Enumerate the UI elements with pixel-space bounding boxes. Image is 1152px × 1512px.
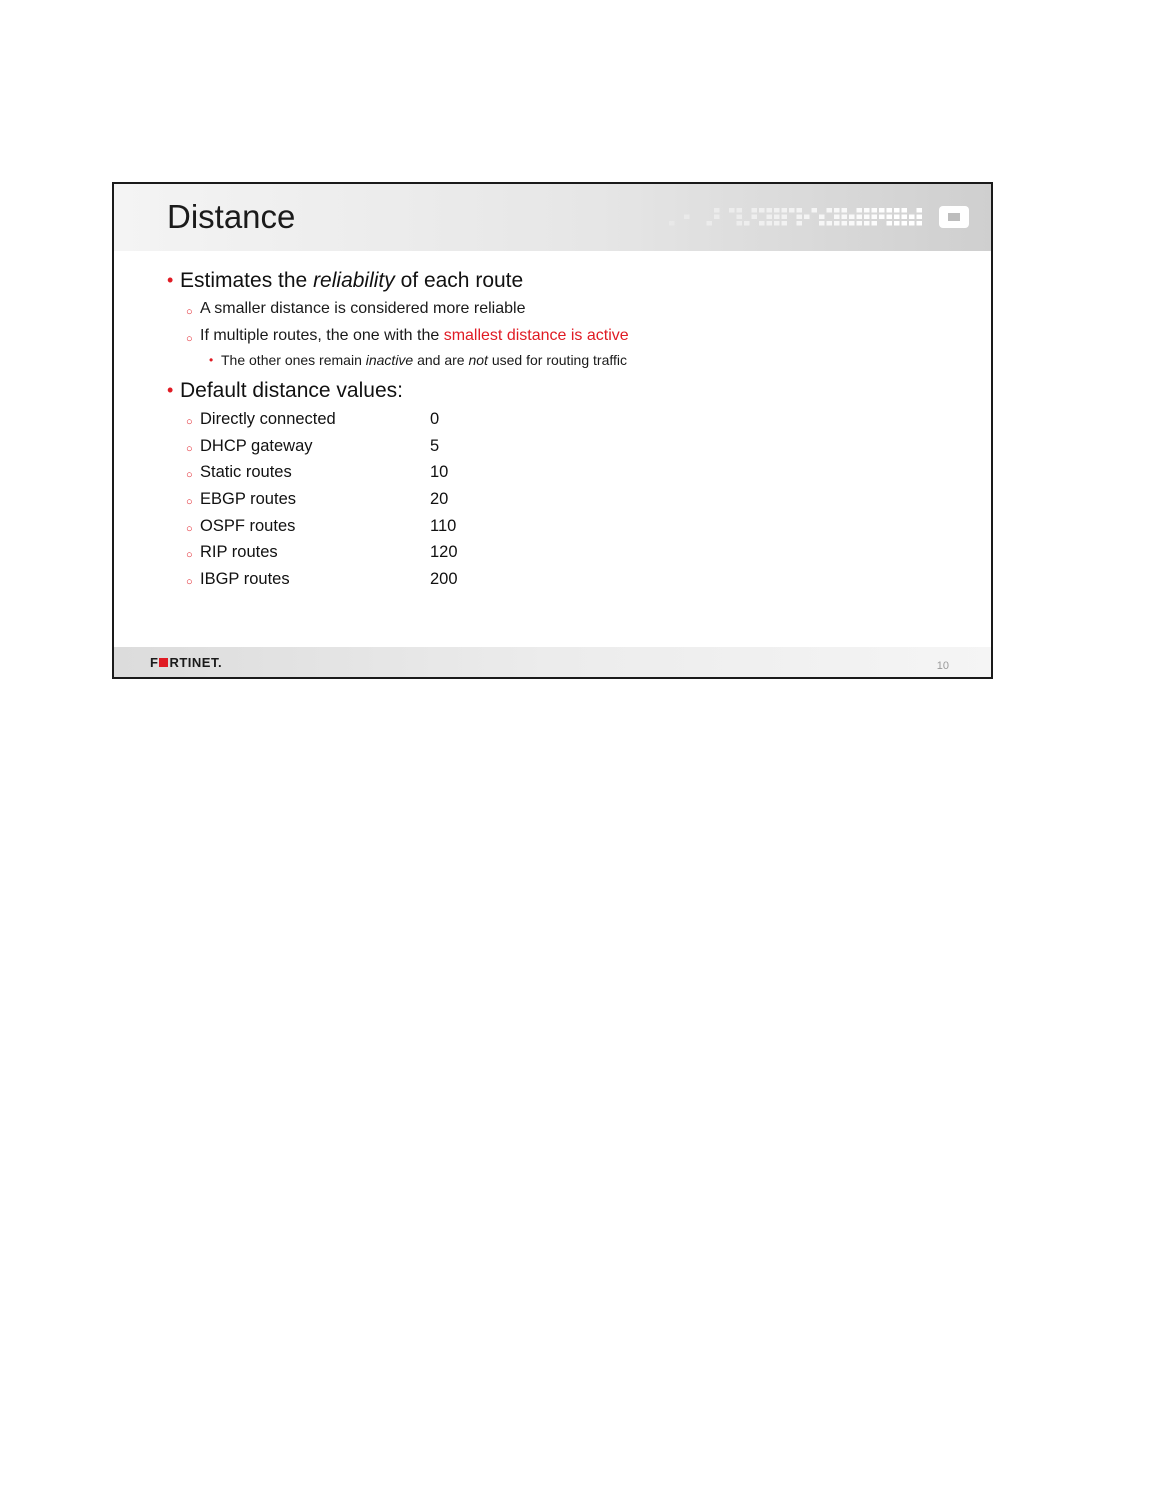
list-item: ○ DHCP gateway 5 — [167, 435, 971, 462]
circle-bullet-icon: ○ — [186, 469, 193, 482]
list-item: ○ RIP routes 120 — [167, 541, 971, 568]
slide-title: Distance — [167, 198, 296, 235]
list-item: ○ EBGP routes 20 — [167, 488, 971, 515]
circle-bullet-icon: ○ — [186, 442, 193, 455]
sub-sub-bullet-inactive: • The other ones remain inactive and are not used for routing traffic — [209, 352, 627, 368]
page-number: 10 — [936, 660, 949, 672]
bullet-estimates: • Estimates the reliability of each route — [167, 269, 524, 292]
bullet-icon: • — [209, 353, 214, 367]
emphasis-reliability: reliability — [313, 269, 395, 292]
circle-bullet-icon: ○ — [186, 306, 193, 318]
sub-bullet-multiple-routes: ○ If multiple routes, the one with the smallest distance is active — [167, 326, 971, 346]
circle-bullet-icon: ○ — [186, 576, 193, 589]
circle-bullet-icon: ○ — [186, 416, 193, 428]
slide — [112, 182, 993, 679]
slide-footer — [114, 647, 991, 677]
list-item: ○ Static routes 10 — [167, 461, 971, 488]
highlight-smallest-distance: smallest distance is active — [443, 327, 629, 344]
bullet-icon: • — [167, 270, 174, 290]
fortinet-logo: F RTINET. — [150, 655, 223, 670]
circle-bullet-icon: ○ — [186, 496, 193, 509]
list-item: ○ Directly connected 0 — [167, 408, 971, 435]
circle-bullet-icon: ○ — [186, 333, 193, 345]
logo-square-icon — [159, 658, 168, 667]
circle-bullet-icon: ○ — [186, 522, 193, 535]
list-item: ○ OSPF routes 110 — [167, 515, 971, 542]
fortinet-tile-icon — [939, 206, 969, 228]
bullet-default-distance: • Default distance values: — [167, 379, 403, 402]
circle-bullet-icon: ○ — [186, 549, 193, 562]
slide-body — [167, 267, 971, 595]
list-item: ○ IBGP routes 200 — [167, 568, 971, 595]
bullet-icon: • — [167, 380, 174, 400]
distance-values-list — [167, 408, 971, 595]
header-dot-pattern-icon — [669, 206, 969, 228]
sub-bullet-smaller-distance: ○ A smaller distance is considered more reliable — [167, 299, 971, 319]
slide-header — [114, 184, 991, 251]
